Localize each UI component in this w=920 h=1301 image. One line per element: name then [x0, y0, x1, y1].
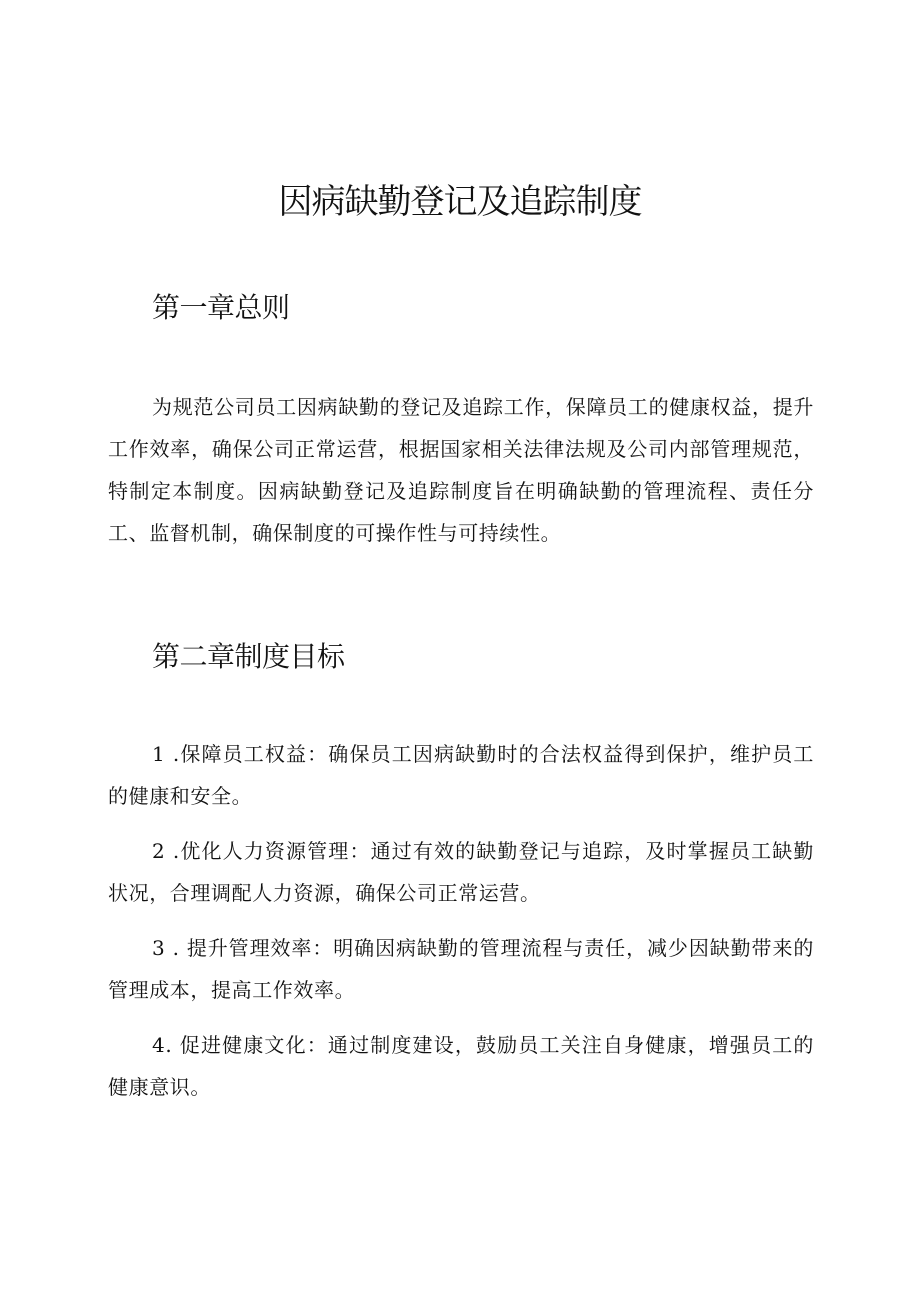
goal-item-1: 1 .保障员工权益：确保员工因病缺勤时的合法权益得到保护，维护员工的健康和安全。	[108, 742, 814, 808]
document-title: 因病缺勤登记及追踪制度	[278, 182, 642, 222]
chapter-2-heading: 第二章制度目标	[152, 640, 345, 673]
chapter-1-heading: 第一章总则	[152, 291, 290, 324]
chapter-1-paragraph: 为规范公司员工因病缺勤的登记及追踪工作，保障员工的健康权益，提升工作效率，确保公司正常运营，根据国家相关法律法规及公司内部管理规范，特制定本制度。因病缺勤登记及追踪制度旨在明确缺勤的管理流程、责任分工、监督机制，确保制度的可操作性与可持续性。	[108, 395, 814, 545]
goal-item-2: 2 .优化人力资源管理：通过有效的缺勤登记与追踪，及时掌握员工缺勤状况，合理调配人力资源，确保公司正常运营。	[108, 839, 814, 905]
goal-item-4: 4. 促进健康文化：通过制度建设，鼓励员工关注自身健康，增强员工的健康意识。	[108, 1033, 814, 1099]
goal-item-3: 3 . 提升管理效率：明确因病缺勤的管理流程与责任，减少因缺勤带来的管理成本，提高工作效率。	[108, 936, 814, 1002]
